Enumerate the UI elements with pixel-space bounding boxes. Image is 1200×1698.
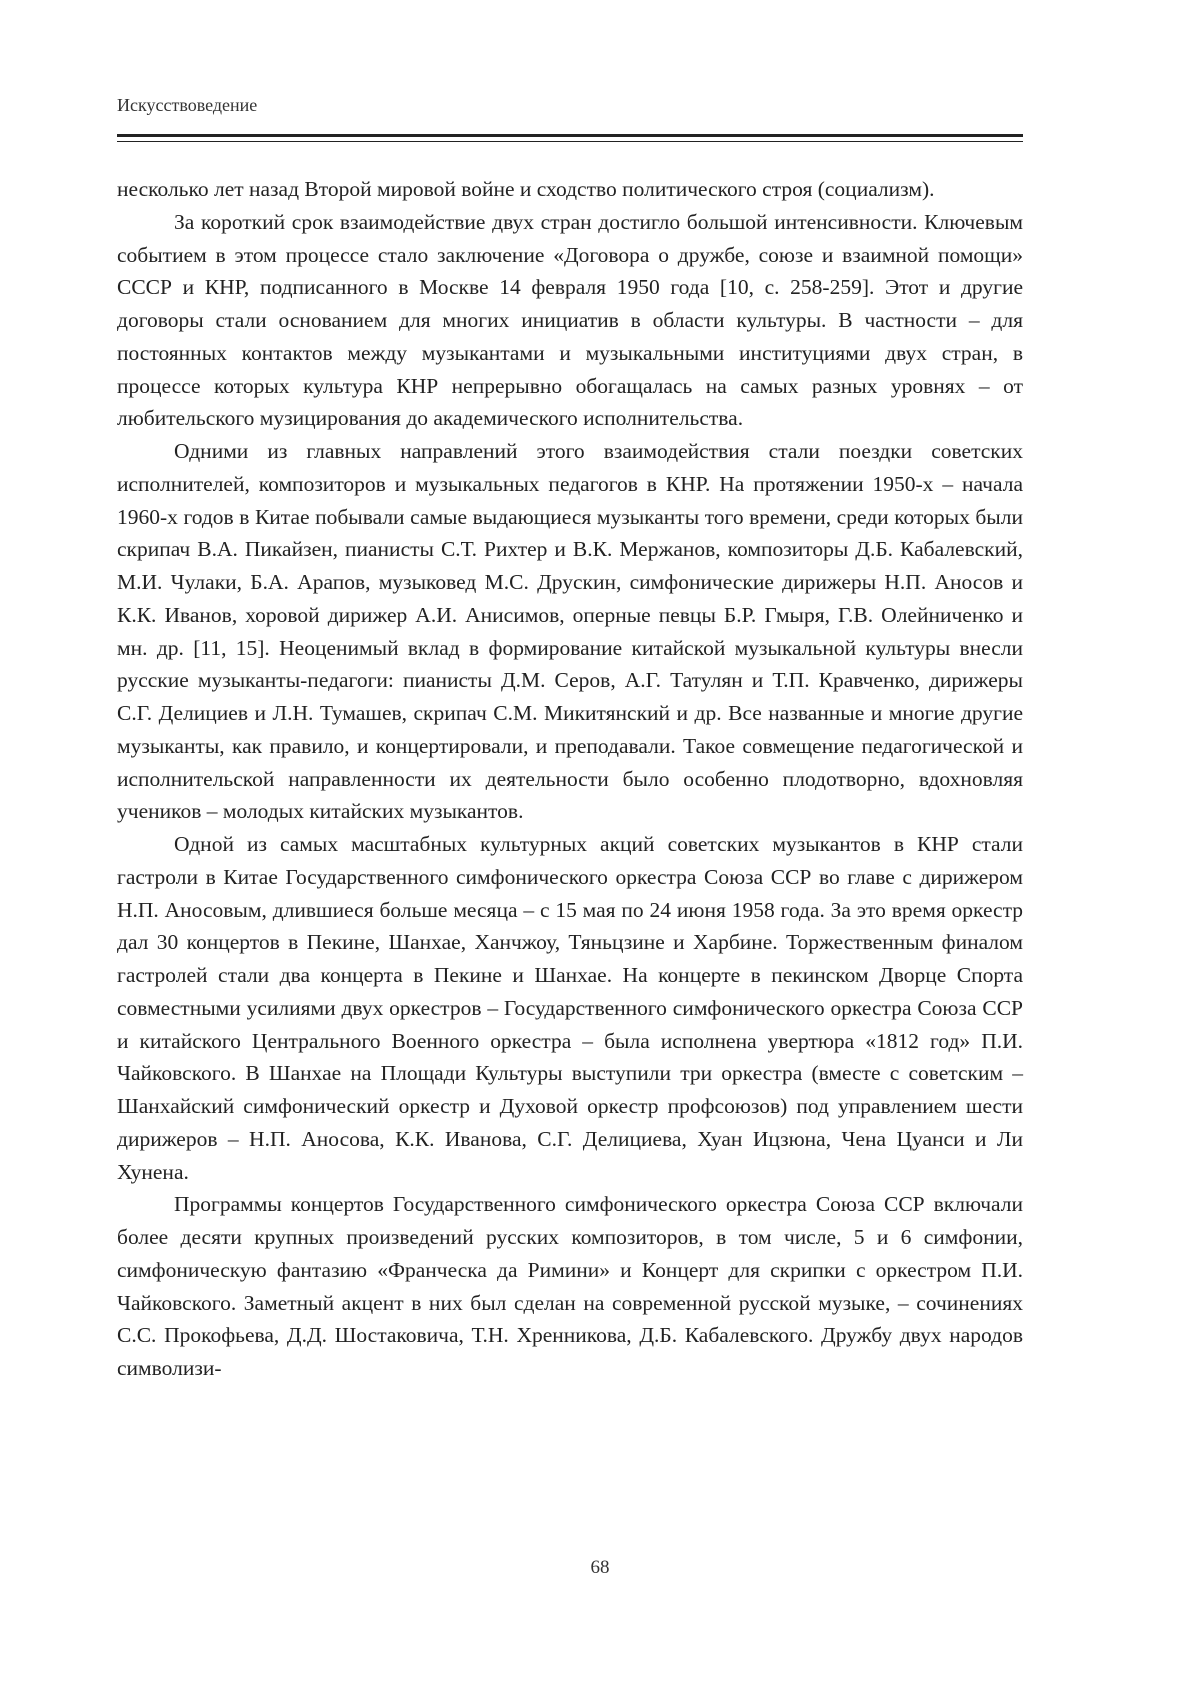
paragraph: Одной из самых масштабных культурных акций советских музыкантов в КНР стали гастроли в Китае Государственного симфонического оркестра Союза ССР во главе с дирижером Н.П. Аносовым, длившиеся больше месяца – с 15 мая по 24 июня 1958 года. За это время оркестр дал 30 концертов в Пекине, Шанхае, Ханчжоу, Тяньцзине и Харбине. Торжественным финалом гастролей стали два концерта в Пекине и Шанхае. На концерте в пекинском Дворце Спорта совместными усилиями двух оркестров – Государственного симфонического оркестра Союза ССР и китайского Центрального Военного оркестра – была исполнена увертюра «1812 год» П.И. Чайковского. В Шанхае на Площади Культуры выступили три оркестра (вместе с советским – Шанхайский симфонический оркестр и Духовой оркестр профсоюзов) под управлением шести дирижеров – Н.П. Аносова, К.К. Иванова, С.Г. Делициева, Хуан Ицзюна, Чена Цуанси и Ли Хунена. — [117, 832, 1023, 1184]
header-double-rule — [117, 134, 1023, 142]
page-number: 68 — [590, 1557, 610, 1578]
body-text — [117, 173, 1023, 1385]
paragraph: Одними из главных направлений этого взаимодействия стали поездки советских исполнителей, композиторов и музыкальных педагогов в КНР. На протяжении 1950-х – начала 1960-х годов в Китае побывали самые выдающиеся музыканты того времени, среди которых были скрипач В.А. Пикайзен, пианисты С.Т. Рихтер и В.К. Мержанов, композиторы Д.Б. Кабалевский, М.И. Чулаки, Б.А. Арапов, музыковед М.С. Друскин, симфонические дирижеры Н.П. Аносов и К.К. Иванов, хоровой дирижер А.И. Анисимов, оперные певцы Б.Р. Гмыря, Г.В. Олейниченко и мн. др. [11, 15]. Неоценимый вклад в формирование китайской музыкальной культуры внесли русские музыканты-педагоги: пианисты Д.М. Серов, А.Г. Татулян и Т.П. Кравченко, дирижеры С.Г. Делициев и Л.Н. Тумашев, скрипач С.М. Микитянский и др. Все названные и многие другие музыканты, как правило, и концертировали, и преподавали. Такое совмещение педагогической и исполнительской направленности их деятельности было особенно плодотворно, вдохновляя учеников – молодых китайских музыкантов. — [117, 439, 1023, 824]
running-head: Искусствоведение — [117, 95, 258, 115]
paragraph-continuation: несколько лет назад Второй мировой войне и сходство политического строя (социализм). — [117, 177, 935, 201]
paragraph: Программы концертов Государственного симфонического оркестра Союза ССР включали более десяти крупных произведений русских композиторов, в том числе, 5 и 6 симфонии, симфоническую фантазию «Франческа да Римини» и Концерт для скрипки с оркестром П.И. Чайковского. Заметный акцент в них был сделан на современной русской музыке, – сочинениях С.С. Прокофьева, Д.Д. Шостаковича, Т.Н. Хренникова, Д.Б. Кабалевского. Дружбу двух народов символизи- — [117, 1192, 1023, 1380]
paragraph: За короткий срок взаимодействие двух стран достигло большой интенсивности. Ключевым событием в этом процессе стало заключение «Договора о дружбе, союзе и взаимной помощи» СССР и КНР, подписанного в Москве 14 февраля 1950 года [10, с. 258-259]. Этот и другие договоры стали основанием для многих инициатив в области культуры. В частности – для постоянных контактов между музыкантами и музыкальными институциями двух стран, в процессе которых культура КНР непрерывно обогащалась на самых разных уровнях – от любительского музицирования до академического исполнительства. — [117, 209, 1023, 431]
